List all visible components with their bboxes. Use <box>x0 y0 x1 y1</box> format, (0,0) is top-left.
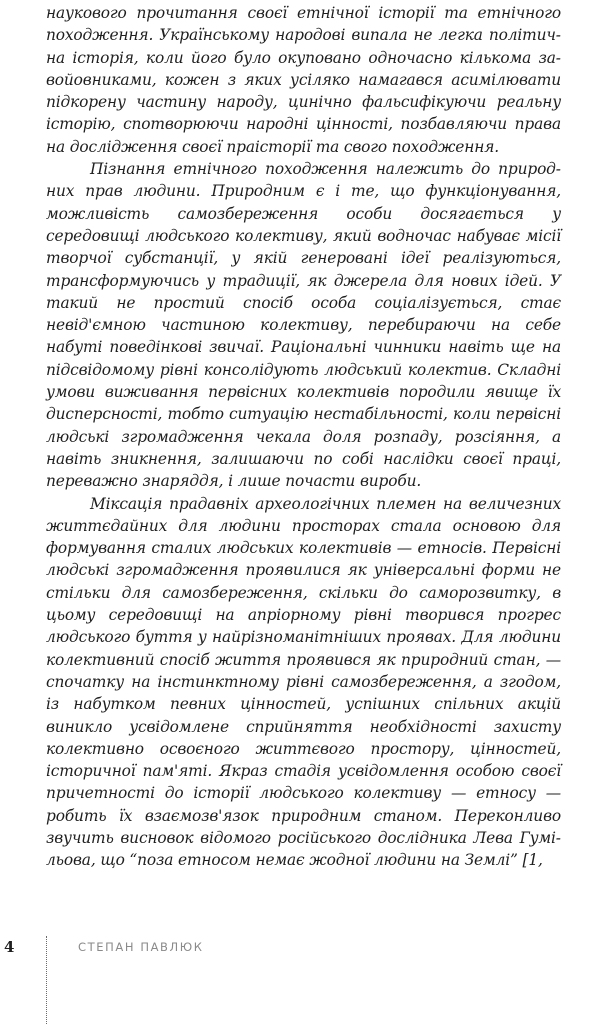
page-number: 4 <box>4 938 15 956</box>
paragraph-2: Пізнання етнічного походження належить до природних прав людини. Природним є і те, що функціонування, можливість самозбереження особи досягається у середовищі людського колективу, який водночас набуває місії творчої субстанції, у якій генеровані ідеї реалізуються, трансформуючись у традиції, як джерела для нових ідей. У такий не простий спосіб особа соціалізується, стає невід'ємною частиною колективу, перебираючи на себе набуті поведінкові звичаї. Раціональні чинники навіть ще на підсвідомому рівні консолідують людський колектив. Складні умови виживання первісних колективів породили явище їх дисперсності, тобто ситуацію нестабільності, коли первісні людські згромадження чекала доля розпаду, розсіяння, а навіть зникнення, залишаючи по собі наслідки своєї праці, переважно знаряддя, і лише почасти вироби. <box>46 160 561 491</box>
paragraph-3: Міксація прадавніх археологічних племен на величезних життєдайних для людини просторах стала основою для формування сталих людських колективів — етносів. Первісні людські згромадження проявилися як універсальні форми не стільки для самозбереження, скільки до саморозвитку, в цьому середовищі на апріорному рівні творився прогрес людського буття у найрізноманітніших проявах. Для людини колективний спосіб життя проявився як природний стан, — спочатку на інстинктному рівні самозбереження, а згодом, із набутком певних цінностей, успішних спільних акцій виникло усвідомлене сприйняття необхідності захисту колективно освоєного життєвого простору, цінностей, історичної пам'яті. Якраз стадія усвідомлення особою своєї причетності до історії людського колективу — етносу — робить їх взаємозв'язок природним станом. Переконливо звучить висновок відомого російського дослідника Лева Гумільова, що “поза етносом немає жодної людини на Землі” [1, <box>46 494 561 870</box>
running-footer-author: СТЕПАН ПАВЛЮК <box>78 940 204 954</box>
paragraph-1: наукового прочитання своєї етнічної історії та етнічного походження. Українському народові випала не легка політична історія, коли його було окуповано одночасно кількома завойовниками, кожен з яких усіляко намагався асимілювати підкорену частину народу, цинічно фальсифікуючи реальну історію, спотворюючи народні цінності, позбавляючи права на дослідження своєї праісторії та свого походження. <box>46 4 561 156</box>
body-text <box>46 2 561 872</box>
footer-divider <box>46 936 47 1024</box>
